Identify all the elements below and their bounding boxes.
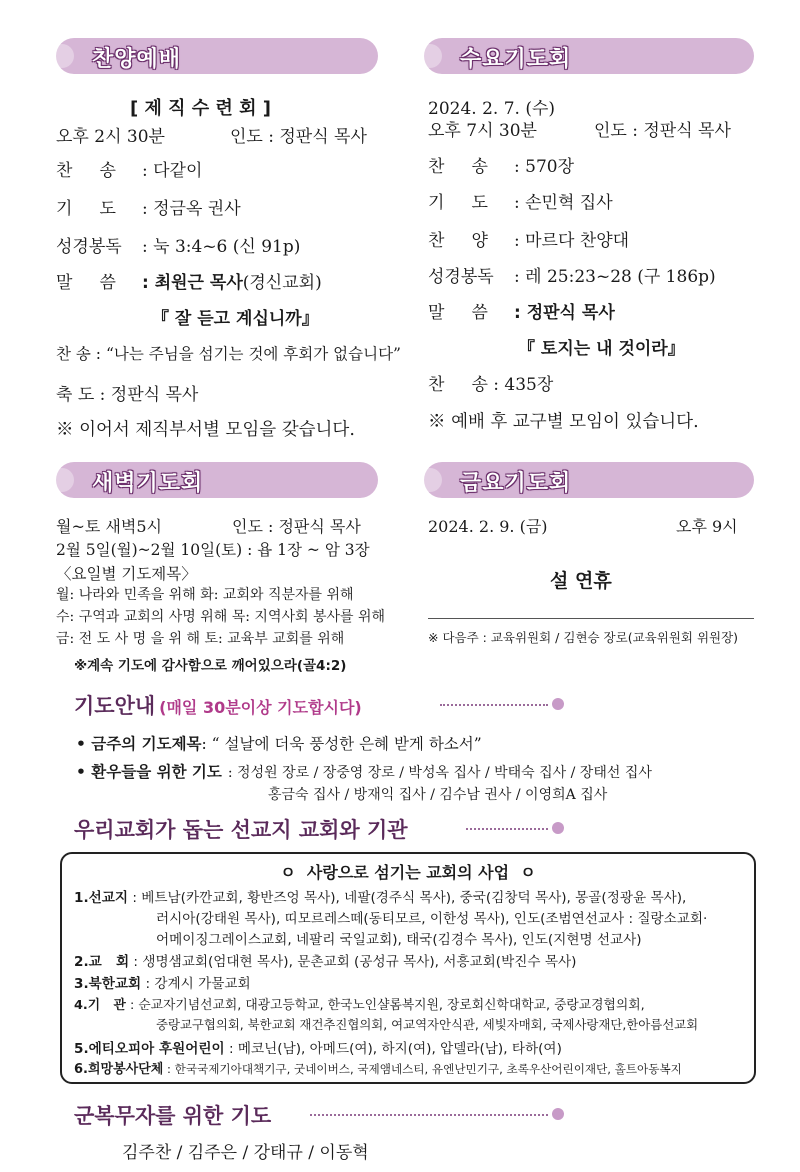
mission-row [156,928,642,948]
divider [428,618,754,619]
mission-row-value: : 강계시 가물교회 [145,976,251,992]
mission-row-key: 4.기 관 [74,998,126,1013]
mission-row [156,1015,698,1033]
header-end-dot [552,1108,564,1120]
row-value: : 570장 [514,157,575,177]
event-subtitle: [ 제 직 수 련 회 ] [130,98,271,119]
dawn-topic-row: 수: 구역과 교회의 사명 위해 목: 지역사회 봉사를 위해 [56,609,386,625]
dawn-time: 월~토 새벽5시 [56,517,162,536]
wed-note: ※ 예배 후 교구별 모임이 있습니다. [428,412,699,432]
worship-row-hymn [56,156,202,181]
mission-row-key: 6.희망봉사단체 [74,1062,164,1077]
worship-row-sermon [56,268,322,293]
row-value: : 눅 3:4~6 (신 91p) [142,237,301,257]
header-dotted-rule [440,704,548,706]
mission-row-key: 2.교 회 [74,954,130,970]
mission-row-value: : 베트남(카깐교회, 황반즈엉 목사), 네팔(경주식 목사), 중국(김창덕 목사), 몽골(정광윤 목사), [132,890,687,906]
wed-row-scripture [428,262,716,287]
section-header-wednesday [424,38,754,74]
mission-row [74,950,576,970]
wed-leader: 인도 : 정판식 목사 [594,121,731,141]
section-header-friday [424,462,754,498]
decorative-circle [418,468,442,492]
row-value: : 손민혁 집사 [514,193,613,213]
header-dotted-rule [466,828,548,830]
mission-row [74,886,686,906]
decorative-circle [50,44,74,68]
fri-time: 오후 9시 [676,517,738,536]
section-title: 찬양예배 [92,47,182,72]
header-dotted-rule [310,1114,548,1116]
row-value: : 마르다 찬양대 [514,231,630,251]
row-label: 말 씀 [56,273,116,293]
dawn-topic-row: 월: 나라와 민족을 위해 화: 교회와 직분자를 위해 [56,587,354,603]
worship-time: 오후 2시 30분 [56,127,165,147]
mission-row [156,907,707,927]
section-title: 새벽기도회 [92,471,204,496]
wed-row-sermon [428,298,615,323]
mission-row-value: : 순교자기념선교회, 대광고등학교, 한국노인샬롬복지원, 장로회신학대학교, 중랑교경협의회, [129,998,645,1013]
section-header-worship [56,38,378,74]
row-label: 기 도 [56,199,116,219]
dawn-verse: ※계속 기도에 감사함으로 깨어있으라(골4:2) [74,658,347,674]
wed-hymn-closing: 찬 송 : 435장 [428,375,554,395]
patients-line1: : 정성원 장로 / 장중영 장로 / 박성옥 집사 / 박태숙 집사 / 장태선 집사 [227,765,652,781]
wed-sermon-title: 『 토지는 내 것이라』 [518,339,685,359]
mission-row [74,972,251,992]
decorative-circle [50,468,74,492]
worship-row-prayer [56,194,241,219]
prayer-topic-label: • 금주의 기도제목 [76,735,202,753]
wed-row-choir [428,226,629,251]
sermon-title: 『 잘 듣고 계십니까』 [152,309,319,329]
fri-date: 2024. 2. 9. (금) [428,517,548,536]
prayer-topic-value: : “ 설날에 더욱 풍성한 은혜 받게 하소서” [201,735,482,753]
header-end-dot [552,698,564,710]
row-label: 기 도 [428,193,488,213]
mission-row-key: 1.선교지 [74,890,129,906]
dawn-topic-row: 금: 전 도 사 명 을 위 해 토: 교육부 교회를 위해 [56,631,345,647]
row-value: : 레 25:23~28 (구 186p) [514,267,716,287]
wed-date: 2024. 2. 7. (수) [428,99,556,119]
preacher-name: : 최원근 목사 [142,273,243,293]
mission-box-title: ㅇ 사랑으로 섬기는 교회의 사업 ㅇ [280,863,536,882]
prayer-subtitle: (매일 30분이상 기도합시다) [159,698,362,717]
worship-leader: 인도 : 정판식 목사 [230,127,367,147]
fri-footnote: ※ 다음주 : 교육위원회 / 김현승 장로(교육위원회 위원장) [428,630,739,645]
section-title: 수요기도회 [460,47,572,72]
mission-row-key: 3.북한교회 [74,976,142,992]
mission-row-value: 어메이징그레이스교회, 네팔리 국일교회), 태국(김경수 목사), 인도(지현명 선교사) [156,932,642,948]
row-label: 말 씀 [428,303,488,323]
row-label: 찬 송 [56,161,116,181]
wed-row-hymn [428,152,574,177]
military-names: 김주찬 / 김주은 / 강태규 / 이동혁 [122,1143,369,1163]
patients-label: • 환우들을 위한 기도 [76,763,222,781]
patients-prayer [76,760,652,782]
row-label: 성경봉독 [428,267,494,287]
mission-row-value: : 메코닌(남), 아메드(여), 하지(여), 압델라(남), 타하(여) [229,1041,562,1057]
patients-line2: 홍금숙 집사 / 방재익 집사 / 김수남 권사 / 이영희A 집사 [268,787,608,803]
row-value: : 정금옥 권사 [142,199,241,219]
dawn-leader: 인도 : 정판식 목사 [232,517,361,536]
preacher-name: : 정판식 목사 [514,303,615,323]
fri-notice: 설 연휴 [550,570,612,592]
mission-row-value: 러시아(강태원 목사), 띠모르레스떼(동티모르, 이한성 목사), 인도(조범연선교사 : 질랑소교회· [156,911,708,927]
mission-row [74,1037,562,1057]
worship-row-scripture [56,232,300,257]
mission-row [74,994,645,1013]
prayer-topic [76,732,482,754]
mission-header: 우리교회가 돕는 선교지 교회와 기관 [74,818,408,842]
mission-row [74,1058,682,1077]
row-value: : 다같이 [142,161,203,181]
section-title: 금요기도회 [460,471,572,496]
row-label: 성경봉독 [56,237,122,257]
military-header: 군복무자를 위한 기도 [74,1104,272,1128]
dawn-schedule: 2월 5일(월)~2월 10일(토) : 욥 1장 ~ 암 3장 [56,541,370,559]
decorative-circle [418,44,442,68]
worship-hymn-closing: 찬 송 : “나는 주님을 섬기는 것에 후회가 없습니다” [56,345,401,363]
prayer-header [74,690,362,720]
row-label: 찬 양 [428,231,488,251]
worship-blessing: 축 도 : 정판식 목사 [56,385,199,405]
worship-note: ※ 이어서 제직부서별 모임을 갖습니다. [56,420,355,440]
dawn-topics-header: 〈요일별 기도제목〉 [56,565,197,583]
mission-box [60,852,756,1084]
wed-row-prayer [428,188,613,213]
wed-time: 오후 7시 30분 [428,121,537,141]
mission-row-value: : 생명샘교회(엄대현 목사), 문촌교회 (공성규 목사), 서흥교회(박진수 목사) [133,954,577,970]
prayer-title: 기도안내 [74,694,156,718]
mission-row-value: : 한국국제기아대책기구, 굿네이버스, 국제앰네스티, 유엔난민기구, 초록우산어린이재단, 홀트아동복지 [167,1062,682,1076]
mission-row-key: 5.에티오피아 후원어린이 [74,1041,225,1057]
row-label: 찬 송 [428,157,488,177]
mission-row-value: 중랑교구협의회, 북한교회 재건추진협의회, 여교역자안식관, 세빛자매회, 국제사랑재단,한아름선교회 [156,1017,699,1032]
header-end-dot [552,822,564,834]
preacher-church: (경신교회) [242,273,322,293]
section-header-dawn [56,462,378,498]
